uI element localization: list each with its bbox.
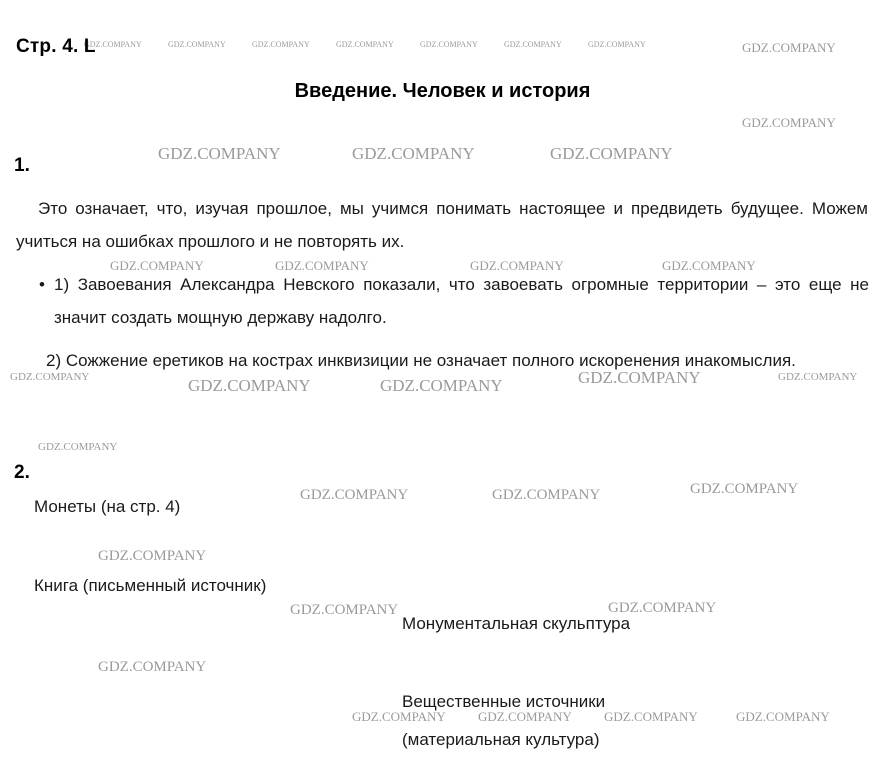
watermark-text: GDZ.COMPANY [550,144,673,163]
watermark-text: GDZ.COMPANY [336,40,394,49]
answer-list-item-1 [34,268,869,334]
answer-list-item-1-text: 1) Завоевания Александра Невского показали, что завоевать огромные территории – это еще не значит создать мощную державу надолго. [54,275,869,327]
page-label: Стр. 4. L [16,36,96,57]
watermark-text: GDZ.COMPANY [742,115,836,130]
watermark-text: GDZ.COMPANY [252,40,310,49]
watermark-text: GDZ.COMPANY [110,258,204,273]
answer2-line-kniga: Книга (письменный источник) [34,576,267,595]
watermark-text: GDZ.COMPANY [188,376,311,395]
watermark-text: GDZ.COMPANY [736,709,830,724]
watermark-text: GDZ.COMPANY [380,376,503,395]
watermark-text: GDZ.COMPANY [300,487,409,503]
watermark-text: GDZ.COMPANY [588,40,646,49]
watermark-text: GDZ.COMPANY [98,659,207,675]
watermark-text: GDZ.COMPANY [504,40,562,49]
watermark-text: GDZ.COMPANY [168,40,226,49]
answer-list-item-2: 2) Сожжение еретиков на кострах инквизиции не означает полного искоренения инакомыслия. [46,351,796,370]
answer2-line-monument: Монументальная скульптура [402,614,631,633]
watermark-text: GDZ.COMPANY [10,371,90,383]
watermark-text: GDZ.COMPANY [478,709,572,724]
question-number-2: 2. [14,462,30,483]
bullet-icon: • [39,275,45,294]
watermark-text: GDZ.COMPANY [742,40,836,55]
watermark-text: GDZ.COMPANY [38,441,118,453]
watermark-text: GDZ.COMPANY [778,371,858,383]
watermark-text: GDZ.COMPANY [608,600,717,616]
watermark-text: GDZ.COMPANY [604,709,698,724]
watermark-text: GDZ.COMPANY [578,368,701,387]
watermark-text: GDZ.COMPANY [275,258,369,273]
watermark-text: GDZ.COMPANY [84,40,142,49]
watermark-text: GDZ.COMPANY [662,258,756,273]
answer2-line-veshchestvennye-2: (материальная культура) [402,730,600,749]
watermark-text: GDZ.COMPANY [290,602,399,618]
watermark-text: GDZ.COMPANY [470,258,564,273]
watermark-text: GDZ.COMPANY [420,40,478,49]
answer2-line-monety: Монеты (на стр. 4) [34,497,181,516]
watermark-text: GDZ.COMPANY [690,481,799,497]
watermark-text: GDZ.COMPANY [158,144,281,163]
question-number-1: 1. [14,155,30,176]
watermark-text: GDZ.COMPANY [352,144,475,163]
watermark-text: GDZ.COMPANY [492,487,601,503]
watermark-text: GDZ.COMPANY [352,709,446,724]
answer2-line-veshchestvennye: Вещественные источники [402,692,606,711]
answer-paragraph-1: Это означает, что, изучая прошлое, мы учимся понимать настоящее и предвидеть будущее. Можем учиться на ошибках прошлого и не повторять их. [16,199,868,251]
watermark-text: GDZ.COMPANY [98,548,207,564]
page-title: Введение. Человек и история [294,80,591,102]
